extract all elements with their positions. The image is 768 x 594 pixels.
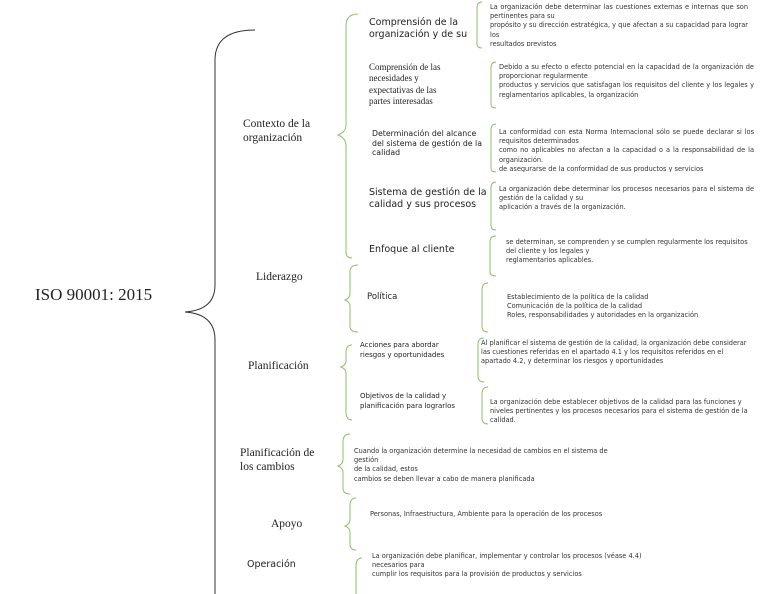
root-title: ISO 90001: 2015 (35, 285, 153, 304)
detail-alcance: La conformidad con esta Norma Internacional sólo se puede declarar si los requisitos determinados como no aplicables no afectan a la capacidad o a la responsabilidad de la organización. de asegurarse de la conformidad de sus productos y servicios (499, 128, 754, 172)
liderazgo-brace (345, 265, 358, 332)
cambios-brace (338, 434, 350, 494)
item-objetivos-calidad: Objetivos de la calidad y planificación para lograrlos (360, 392, 456, 411)
detail-partes-interesadas: Debido a su efecto o efecto potencial en la capacidad de la organización de proporcionar regularmente productos y servicios que satisfagan los requisitos del cliente y los legales y reglamentarios aplicables, la organización (499, 63, 754, 99)
root-brace (185, 30, 255, 594)
apoyo-brace (345, 498, 356, 550)
item-sistema-gestion: Sistema de gestión de la calidad y sus procesos (369, 187, 487, 210)
section-contexto: Contexto de la organización (243, 118, 311, 145)
detail-acciones-riesgos: Al planificar el sistema de gestión de la calidad, la organización debe considerar las cuestiones referidas en el apartado 4.1 y los requisitos referidos en el apartado 4.2, y determinar los riesgos y oportunidades (481, 339, 747, 366)
bracket-2 (491, 62, 496, 108)
item-enfoque-cliente: Enfoque al cliente (369, 244, 455, 255)
bracket-4 (491, 182, 496, 230)
detail-operacion: La organización debe planificar, implementar y controlar los procesos (véase 4.4) necesarios para cumplir los requisitos para la provisión de productos y servicios (372, 552, 642, 579)
detail-politica: Establecimiento de la política de la calidad Comunicación de la política de la calidad Roles, responsabilidades y autoridades en la organización (507, 293, 699, 320)
detail-objetivos-calidad: La organización debe establecer objetivos de la calidad para las funciones y niveles pertinentes y los procesos necesarios para el sistema de gestión de la calidad. (490, 398, 748, 425)
bracket-objetivos (482, 387, 488, 424)
detail-cambios: Cuando la organización determine la necesidad de cambios en el sistema de gestión de la calidad, estos cambios se deben llevar a cabo de manera planificada (354, 447, 608, 483)
detail-sistema-gestion: La organización debe determinar los procesos necesarios para el sistema de gestión de la calidad y su aplicación a través de la organización. (499, 185, 754, 212)
item-partes-interesadas: Comprensión de las necesidades y expectativas de las partes interesadas (369, 62, 441, 106)
detail-comprension-organizacion: La organización debe determinar las cuestiones externas e internas que son pertinentes para su propósito y su dirección estratégica, y que afectan a su capacidad para lograr los resultados previstos (490, 3, 748, 46)
section-planificacion: Planificación (248, 360, 309, 372)
contexto-brace (338, 14, 358, 258)
bracket-3 (491, 124, 496, 172)
detail-apoyo: Personas, Infraestructura, Ambiente para la operación de los procesos (370, 510, 603, 518)
detail-enfoque-cliente: se determinan, se comprenden y se cumplen regularmente los requisitos del cliente y los legales y reglamentarios aplicables. (506, 238, 748, 265)
bracket-5 (490, 236, 496, 276)
operacion-brace (356, 558, 362, 594)
planificacion-brace (341, 345, 352, 420)
item-acciones-riesgos: Acciones para abordar riesgos y oportunidades (360, 341, 445, 360)
section-operacion: Operación (247, 559, 296, 570)
section-apoyo: Apoyo (271, 518, 303, 530)
item-comprension-organizacion: Comprensión de la organización y de su (369, 17, 468, 40)
section-liderazgo: Liderazgo (256, 271, 303, 283)
item-alcance: Determinación del alcance del sistema de gestión de la calidad (372, 129, 483, 158)
bracket-politica (482, 283, 488, 332)
item-politica: Política (367, 292, 398, 302)
section-cambios: Planificación de los cambios (240, 447, 315, 474)
